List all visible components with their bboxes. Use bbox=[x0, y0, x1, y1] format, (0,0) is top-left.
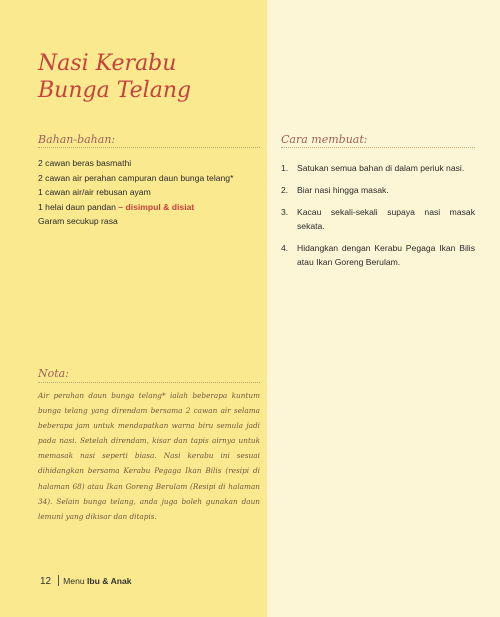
step-number: 2. bbox=[281, 185, 289, 195]
book-prefix: Menu bbox=[63, 576, 85, 586]
page-number: 12 bbox=[40, 576, 52, 587]
step-text: Biar nasi hingga masak. bbox=[297, 185, 389, 195]
note-divider bbox=[38, 382, 260, 383]
recipe-title-line1: Nasi Kerabu bbox=[38, 51, 177, 76]
step-number: 1. bbox=[281, 163, 289, 173]
step-text: Kacau sekali-sekali supaya nasi masak sekata. bbox=[297, 207, 475, 231]
step-number: 3. bbox=[281, 207, 289, 217]
method-steps bbox=[281, 161, 475, 277]
footer-divider bbox=[58, 575, 59, 586]
ingredient-item bbox=[38, 200, 263, 215]
method-step bbox=[281, 183, 475, 197]
step-text: Hidangkan dengan Kerabu Pegaga Ikan Bilis atau Ikan Goreng Berulam. bbox=[297, 243, 475, 267]
step-text: Satukan semua bahan di dalam periuk nasi. bbox=[297, 163, 465, 173]
ingredient-item: 2 cawan beras basmathi bbox=[38, 158, 132, 168]
method-step bbox=[281, 205, 475, 233]
note-heading: Nota: bbox=[38, 367, 69, 380]
ingredient-pandan: 1 helai daun pandan bbox=[38, 201, 116, 212]
recipe-title-line2: Bunga Telang bbox=[38, 78, 192, 103]
pandan-note: – disimpul & disiat bbox=[118, 201, 195, 212]
method-step bbox=[281, 241, 475, 269]
method-divider bbox=[281, 147, 475, 148]
method-heading: Cara membuat: bbox=[281, 133, 368, 146]
ingredients-list bbox=[38, 156, 263, 229]
ingredient-item: 1 cawan air/air rebusan ayam bbox=[38, 187, 151, 197]
step-number: 4. bbox=[281, 243, 289, 253]
ingredient-item: Garam secukup rasa bbox=[38, 216, 118, 226]
ingredients-divider bbox=[38, 147, 260, 148]
right-panel bbox=[267, 0, 500, 617]
page-footer bbox=[40, 575, 132, 587]
ingredient-item: 2 cawan air perahan campuran daun bunga telang* bbox=[38, 172, 234, 183]
note-text: Air perahan daun bunga telang* ialah beberapa kuntum bunga telang yang direndam bersama 2 cawan air selama beberapa jam untuk mendapatkan warna biru semula jadi pada nasi. Setelah direndam, kisar dan tapis airnya untuk memasak nasi seperti biasa. Nasi kerabu ini sesuai dihidangkan bersama Kerabu Pegaga Ikan Bilis (resipi di halaman 68) atau Ikan Goreng Berulam (Resipi di halaman 34). Selain bunga telang, anda juga boleh gunakan daun lemuni yang dikisar dan ditapis. bbox=[38, 391, 260, 521]
book-name: Ibu & Anak bbox=[87, 576, 132, 586]
ingredients-heading: Bahan-bahan: bbox=[38, 133, 116, 146]
recipe-title bbox=[38, 50, 191, 104]
method-step bbox=[281, 161, 475, 175]
